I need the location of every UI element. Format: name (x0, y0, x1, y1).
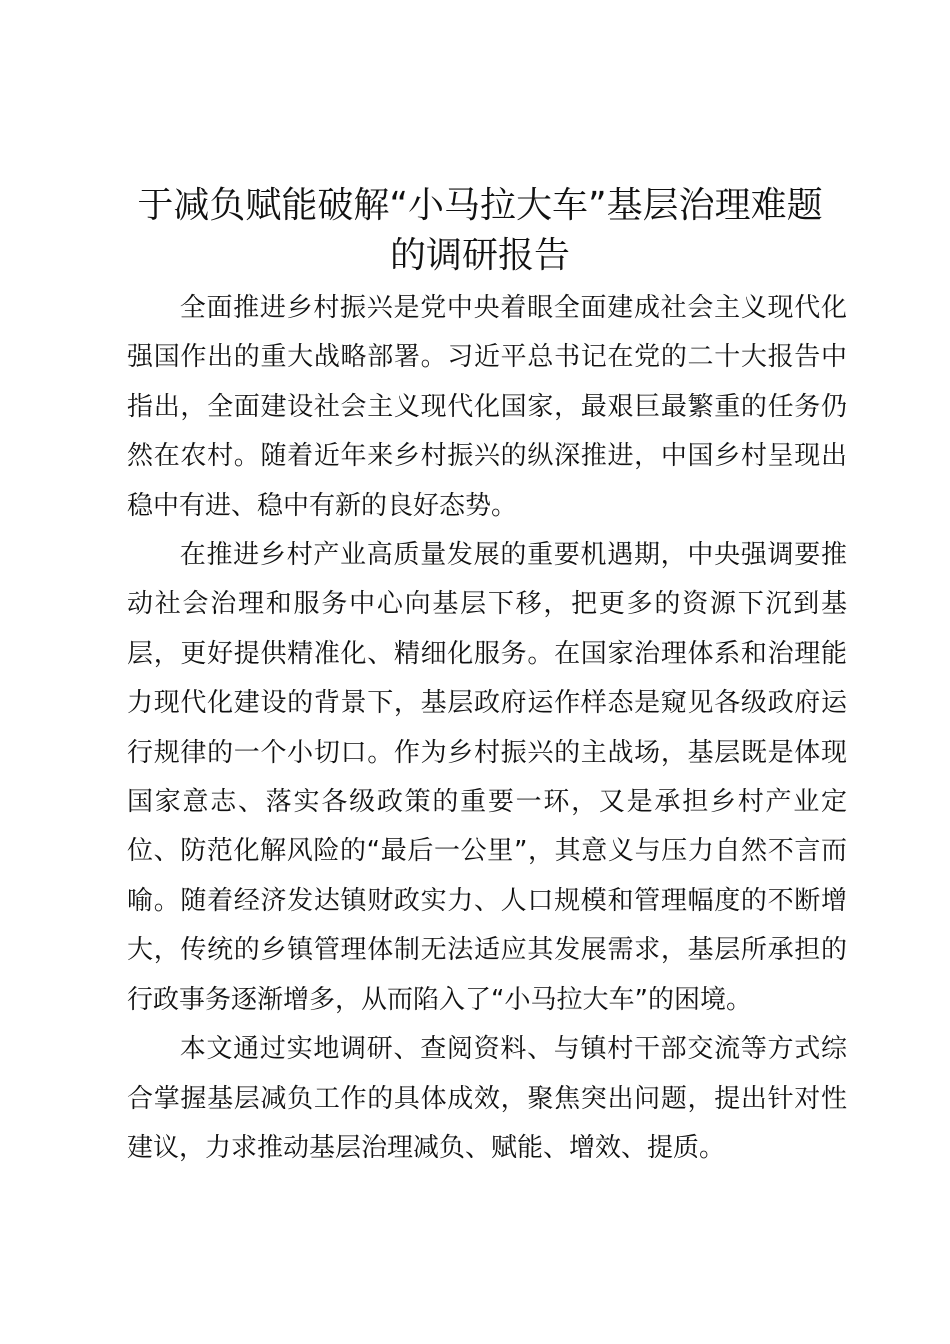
paragraph-2 (127, 531, 847, 1025)
paragraph-1-text: 全面推进乡村振兴是党中央着眼全面建成社会主义现代化强国作出的重大战略部署。习近平总书记在党的二十大报告中指出，全面建设社会主义现代化国家，最艰巨最繁重的任务仍然在农村。随着近年来乡村振兴的纵深推进，中国乡村呈现出稳中有进、稳中有新的良好态势。 (127, 293, 847, 521)
document-body (127, 284, 847, 1173)
document-title-line-1: 于减负赋能破解“小马拉大车”基层治理难题 (137, 185, 823, 226)
paragraph-3-text: 本文通过实地调研、查阅资料、与镇村干部交流等方式综合掌握基层减负工作的具体成效，聚焦突出问题，提出针对性建议，力求推动基层治理减负、赋能、增效、提质。 (127, 1034, 847, 1163)
paragraph-2-text: 在推进乡村产业高质量发展的重要机遇期，中央强调要推动社会治理和服务中心向基层下移，把更多的资源下沉到基层，更好提供精准化、精细化服务。在国家治理体系和治理能力现代化建设的背景下，基层政府运作样态是窥见各级政府运行规律的一个小切口。作为乡村振兴的主战场，基层既是体现国家意志、落实各级政策的重要一环，又是承担乡村产业定位、防范化解风险的“最后一公里”，其意义与压力自然不言而喻。随着经济发达镇财政实力、人口规模和管理幅度的不断增大，传统的乡镇管理体制无法适应其发展需求，基层所承担的行政事务逐渐增多，从而陷入了“小马拉大车”的困境。 (127, 540, 847, 1015)
document-title-line-2: 的调研报告 (389, 235, 570, 276)
paragraph-1 (127, 284, 847, 531)
paragraph-3 (127, 1025, 847, 1173)
